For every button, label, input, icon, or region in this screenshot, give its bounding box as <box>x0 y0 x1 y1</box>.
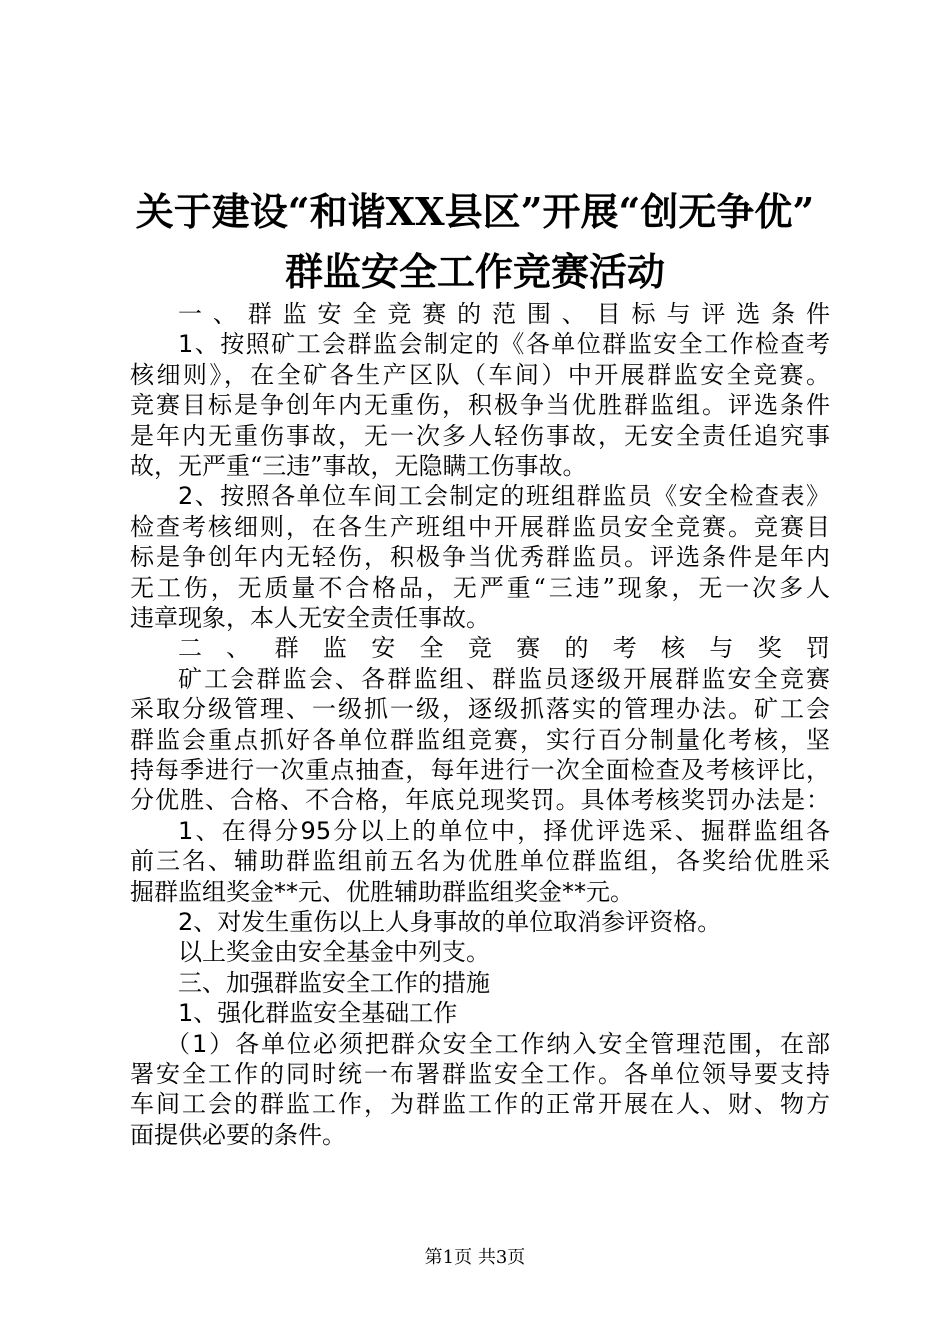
body-text-segment: 署安全工作的同时统一布署群监安全工作。 <box>130 1060 624 1088</box>
body-text-segment: 是年内无重伤事故，无一次多人轻伤事故，无安全责任追究事 <box>130 421 830 450</box>
body-line <box>130 388 830 422</box>
body-line <box>130 783 830 817</box>
body-line <box>130 358 830 392</box>
body-line <box>130 510 830 544</box>
page-footer: 第1页 共3页 <box>424 1247 526 1268</box>
body-line <box>166 1027 830 1061</box>
body-text-segment: 矿工会群监会、各群监组、群监员逐级开展群监安全竞赛 <box>178 664 830 693</box>
body-line <box>130 571 830 605</box>
body-text-segment: 面提供必要的条件。 <box>130 1120 346 1149</box>
body-line <box>130 540 830 574</box>
body-text-segment: 各单位领导要支持 <box>624 1060 830 1088</box>
body-line <box>178 327 830 361</box>
body-text-segment: 违章现象，本人无安全责任事故。 <box>130 604 490 632</box>
body-line <box>178 905 830 939</box>
body-line <box>130 844 830 878</box>
body-text-segment: 以上奖金由安全基金中列支。 <box>178 938 490 967</box>
body-text-segment: 持每季进行一次重点抽查，每年进行一次全面检查及考核评比， <box>130 756 830 784</box>
body-text-segment: 一、群监安全竞赛的范围、目标与评选条件 <box>178 300 830 328</box>
body-text-segment: 检查考核细则，在各生产班组中开展群监员安全竞赛。 <box>130 512 754 541</box>
body-text-segment: 故，无严重“三违”事故，无隐瞒工伤事故。 <box>130 452 587 480</box>
body-text-segment: 标是争创年内无轻伤，积极争当优秀群监员。评选条件是年内 <box>130 543 830 572</box>
body-line <box>130 753 830 787</box>
body-text-segment: 分优胜、合格、不合格，年底兑现奖罚。具体考核奖罚办法是： <box>130 786 830 815</box>
body-text-segment: 1、在得分95分以上的单位中，择优评选采、掘群监组各 <box>178 816 830 845</box>
body-text-segment: 1、按照矿工会群监会制定的《各单位群监安全工作检查考 <box>178 330 830 359</box>
body-text-segment: 掘群监组奖金**元、优胜辅助群监组奖金**元。 <box>130 877 634 906</box>
body-text-segment: 竞赛目 <box>754 512 830 541</box>
body-text-segment: 无工伤，无质量不合格品，无严重“三违”现象，无一次多人 <box>130 573 830 602</box>
body-text-segment: 2、按照各单位车间工会制定的班组群监员《安全检查表》 <box>178 482 830 511</box>
body-line <box>130 723 830 757</box>
body-line <box>178 662 830 696</box>
body-text-segment: 1、强化群监安全基础工作 <box>178 999 458 1028</box>
document-title-line-2: 群监安全工作竞赛活动 <box>284 249 665 294</box>
body-text-segment: 二、群监安全竞赛的考核与奖罚 <box>178 634 830 663</box>
body-text-segment: 群监会重点抓好各单位群监组竞赛，实行百分制量化考核，坚 <box>130 725 830 754</box>
body-text-segment: 竞赛目标是争创年内无重伤，积极争当优胜群监组。评选条件 <box>130 391 830 420</box>
body-line <box>130 1087 830 1121</box>
body-line <box>130 419 830 453</box>
body-text-segment: 核细则》，在全矿各生产区队（车间）中开展群监安全竞赛。 <box>130 360 830 389</box>
body-line <box>178 297 830 331</box>
body-line <box>178 814 830 848</box>
body-line <box>130 692 830 726</box>
body-text-segment: 三、加强群监安全工作的措施 <box>178 968 490 997</box>
body-line <box>178 996 830 1030</box>
body-line <box>178 935 830 969</box>
body-line <box>130 601 830 635</box>
body-line <box>130 449 830 483</box>
body-text-segment: （1）各单位必须把群众安全工作纳入安全管理范围，在部 <box>166 1029 830 1058</box>
body-text-segment: 2、对发生重伤以上人身事故的单位取消参评资格。 <box>178 908 722 936</box>
body-text-segment: 前三名、辅助群监组前五名为优胜单位群监组，各奖给优胜采 <box>130 847 830 876</box>
body-line <box>130 875 830 909</box>
body-text-segment: 采取分级管理、一级抓一级，逐级抓落实的管理办法。矿工会 <box>130 695 830 724</box>
body-line <box>130 1118 830 1152</box>
body-line <box>178 631 830 665</box>
body-text-segment: 车间工会的群监工作，为群监工作的正常开展在人、财、物方 <box>130 1090 830 1119</box>
body-line <box>130 1057 830 1091</box>
body-line <box>178 479 830 513</box>
document-title-line-1: 关于建设“和谐XX县区”开展“创无争优” <box>135 189 815 234</box>
body-line <box>178 966 830 1000</box>
